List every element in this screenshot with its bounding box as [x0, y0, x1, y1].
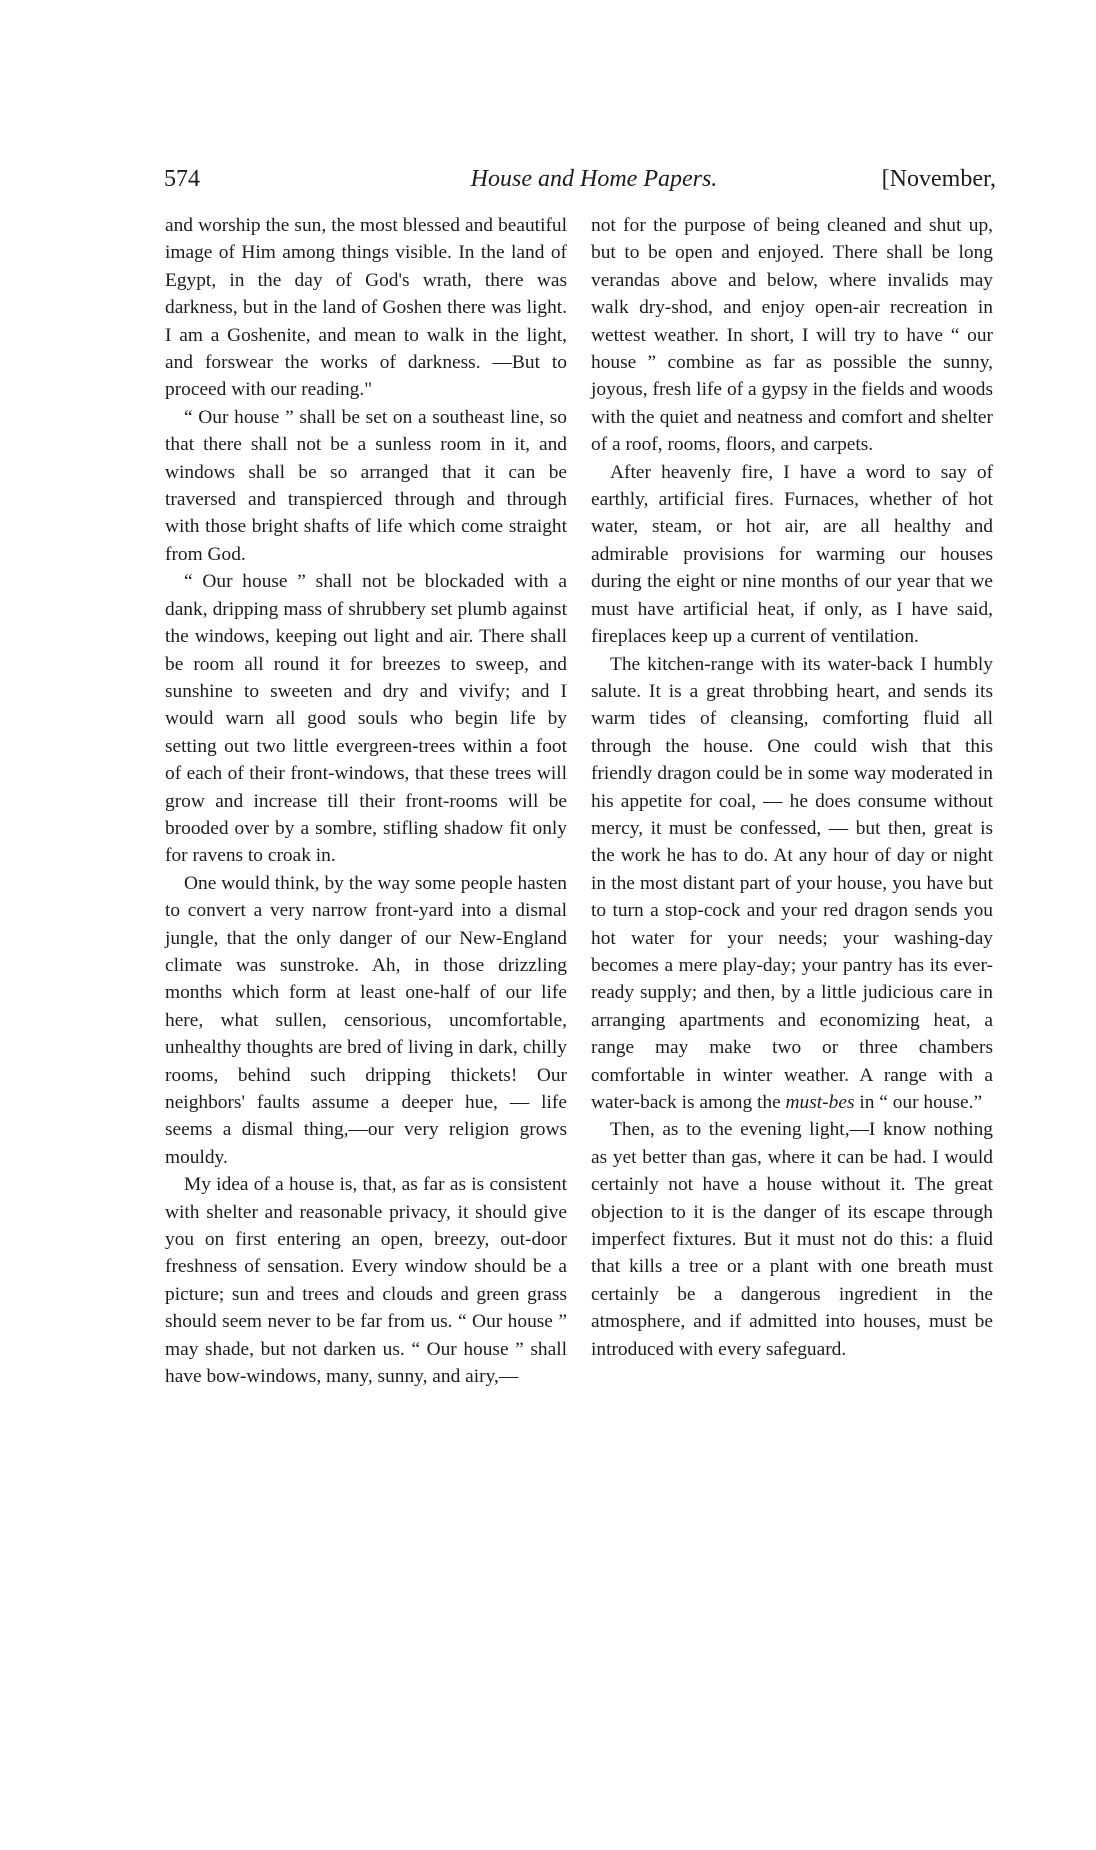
paragraph: My idea of a house is, that, as far as is consistent with shelter and reasonable privacy, it should give you on first entering an open, breezy, out-door freshness of sensation. Every window should be a picture; sun and trees and clouds and green grass should seem never to be far from us. “ Our house ” may shade, but not darken us. “ Our house ” shall have bow-windows, many, sunny, and airy,— [165, 1174, 567, 1388]
right-column [591, 212, 993, 1363]
paragraph-continuation: and worship the sun, the most blessed and beautiful image of Him among things visible. In the land of Egypt, in the day of God's wrath, there was darkness, but in the land of Goshen there was light. I am a Goshenite, and mean to walk in the light, and forswear the works of darkness. —But to proceed with our reading." [165, 215, 567, 401]
paragraph-text: The kitchen-range with its water-back I humbly salute. It is a great throbbing heart, and sends its warm tides of cleansing, comforting fluid all through the house. One could wish that this friendly dragon could be in some way moderated in his appetite for coal, — he does consume without mercy, it must be confessed, — but then, great is the work he has to do. At any hour of day or night in the most distant part of your house, you have but to turn a stop-cock and your red dragon sends you hot water for your needs; your washing-day becomes a mere play-day; your pantry has its ever-ready supply; and then, by a little judicious care in arranging apartments and economizing heat, a range may make two or three chambers comfortable in winter weather. A range with a water-back is among the [591, 653, 993, 1113]
paragraph: After heavenly fire, I have a word to say of earthly, artificial fires. Furnaces, whether of hot water, steam, or hot air, are all healthy and admirable provisions for warming our houses during the eight or nine months of our year that we must have artificial heat, if only, as I have said, fireplaces keep up a current of ventilation. [591, 461, 993, 648]
running-title: House and Home Papers. [470, 166, 718, 192]
running-month: [November, [881, 166, 996, 192]
emphasis-text: must-bes [785, 1092, 855, 1113]
paragraph-continuation: not for the purpose of being cleaned and shut up, but to be open and enjoyed. There shall be long verandas above and below, where invalids may walk dry-shod, and enjoy open-air recreation in wettest weather. In short, I will try to have “ our house ” combine as far as possible the sunny, joyous, fresh life of a gypsy in the fields and woods with the quiet and neatness and comfort and shelter of a roof, rooms, floors, and carpets. [591, 215, 993, 456]
paragraph: “ Our house ” shall be set on a southeast line, so that there shall not be a sunless room in it, and windows shall be so arranged that it can be traversed and transpierced through and through with those bright shafts of life which come straight from God. [165, 406, 567, 565]
running-head [164, 163, 996, 203]
paragraph: Then, as to the evening light,—I know nothing as yet better than gas, where it can be had. I would certainly not have a house without it. The great objection to it is the danger of its escape through imperfect fixtures. But it must not do this: a fluid that kills a tree or a plant with one breath must certainly be a dangerous ingredient in the atmosphere, and if admitted into houses, must be introduced with every safeguard. [591, 1119, 993, 1360]
paragraph-text-tail: in “ our house.” [854, 1092, 983, 1113]
paragraph [591, 651, 993, 1117]
left-column [165, 212, 567, 1390]
page-number: 574 [164, 166, 200, 192]
paragraph: “ Our house ” shall not be blockaded with a dank, dripping mass of shrubbery set plumb against the windows, keeping out light and air. There shall be room all round it for breezes to sweep, and sunshine to sweeten and dry and vivify; and I would warn all good souls who begin life by setting out two little evergreen-trees within a foot of each of their front-windows, that these trees will grow and increase till their front-rooms will be brooded over by a sombre, stifling shadow fit only for ravens to croak in. [165, 571, 567, 867]
paragraph: One would think, by the way some people hasten to convert a very narrow front-yard into a dismal jungle, that the only danger of our New-England climate was sunstroke. Ah, in those drizzling months which form at least one-half of our life here, what sullen, censorious, uncomfortable, unhealthy thoughts are bred of living in dark, chilly rooms, behind such dripping thickets! Our neighbors' faults assume a deeper hue, — life seems a dismal thing,—our very religion grows mouldy. [165, 872, 567, 1168]
